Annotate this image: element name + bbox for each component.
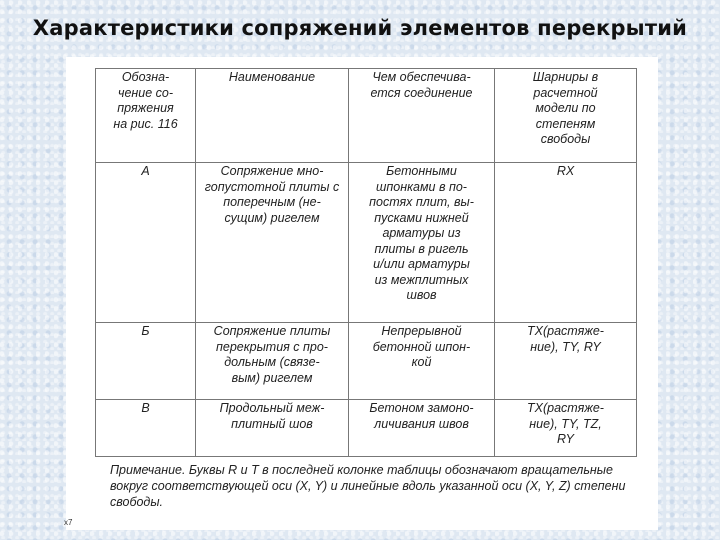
slide-title: Характеристики сопряжений элементов перекрытий — [32, 16, 688, 40]
cell-designation: А — [96, 163, 196, 323]
header-hinges: Шарниры в расчетной модели по степеням свободы — [495, 69, 637, 163]
connections-table — [95, 68, 637, 457]
cell-name: Сопряжение мно- гопустотной плиты с поперечным (не- сущим) ригелем — [196, 163, 349, 323]
cell-connection: Бетоном замоно- личивания швов — [349, 400, 495, 457]
table-note: Примечание. Буквы R и T в последней колонке таблицы обозначают вращательные вокруг соответствующей оси (X, Y) и линейные вдоль указанной оси (X, Y, Z) степени свободы. — [110, 463, 626, 509]
cell-hinges: TX(растяже- ние), TY, RY — [495, 323, 637, 400]
cell-name: Сопряжение плиты перекрытия с про- дольным (связе- вым) ригелем — [196, 323, 349, 400]
table-row — [96, 323, 637, 400]
cell-designation: Б — [96, 323, 196, 400]
cell-connection: Непрерывной бетонной шпон- кой — [349, 323, 495, 400]
page-mark: x7 — [64, 518, 73, 527]
header-name: Наименование — [196, 69, 349, 163]
header-connection: Чем обеспечива- ется соединение — [349, 69, 495, 163]
cell-connection: Бетонными шпонками в по- постях плит, вы- пусками нижней арматуры из плиты в ригель и/или арматуры из межплитных швов — [349, 163, 495, 323]
table-header-row — [96, 69, 637, 163]
table-row — [96, 400, 637, 457]
cell-hinges: TX(растяже- ние), TY, TZ, RY — [495, 400, 637, 457]
cell-designation: В — [96, 400, 196, 457]
cell-hinges: RX — [495, 163, 637, 323]
scanned-table-sheet — [66, 57, 658, 530]
cell-name: Продольный меж- плитный шов — [196, 400, 349, 457]
table-row — [96, 163, 637, 323]
header-designation: Обозна- чение со- пряжения на рис. 116 — [96, 69, 196, 163]
